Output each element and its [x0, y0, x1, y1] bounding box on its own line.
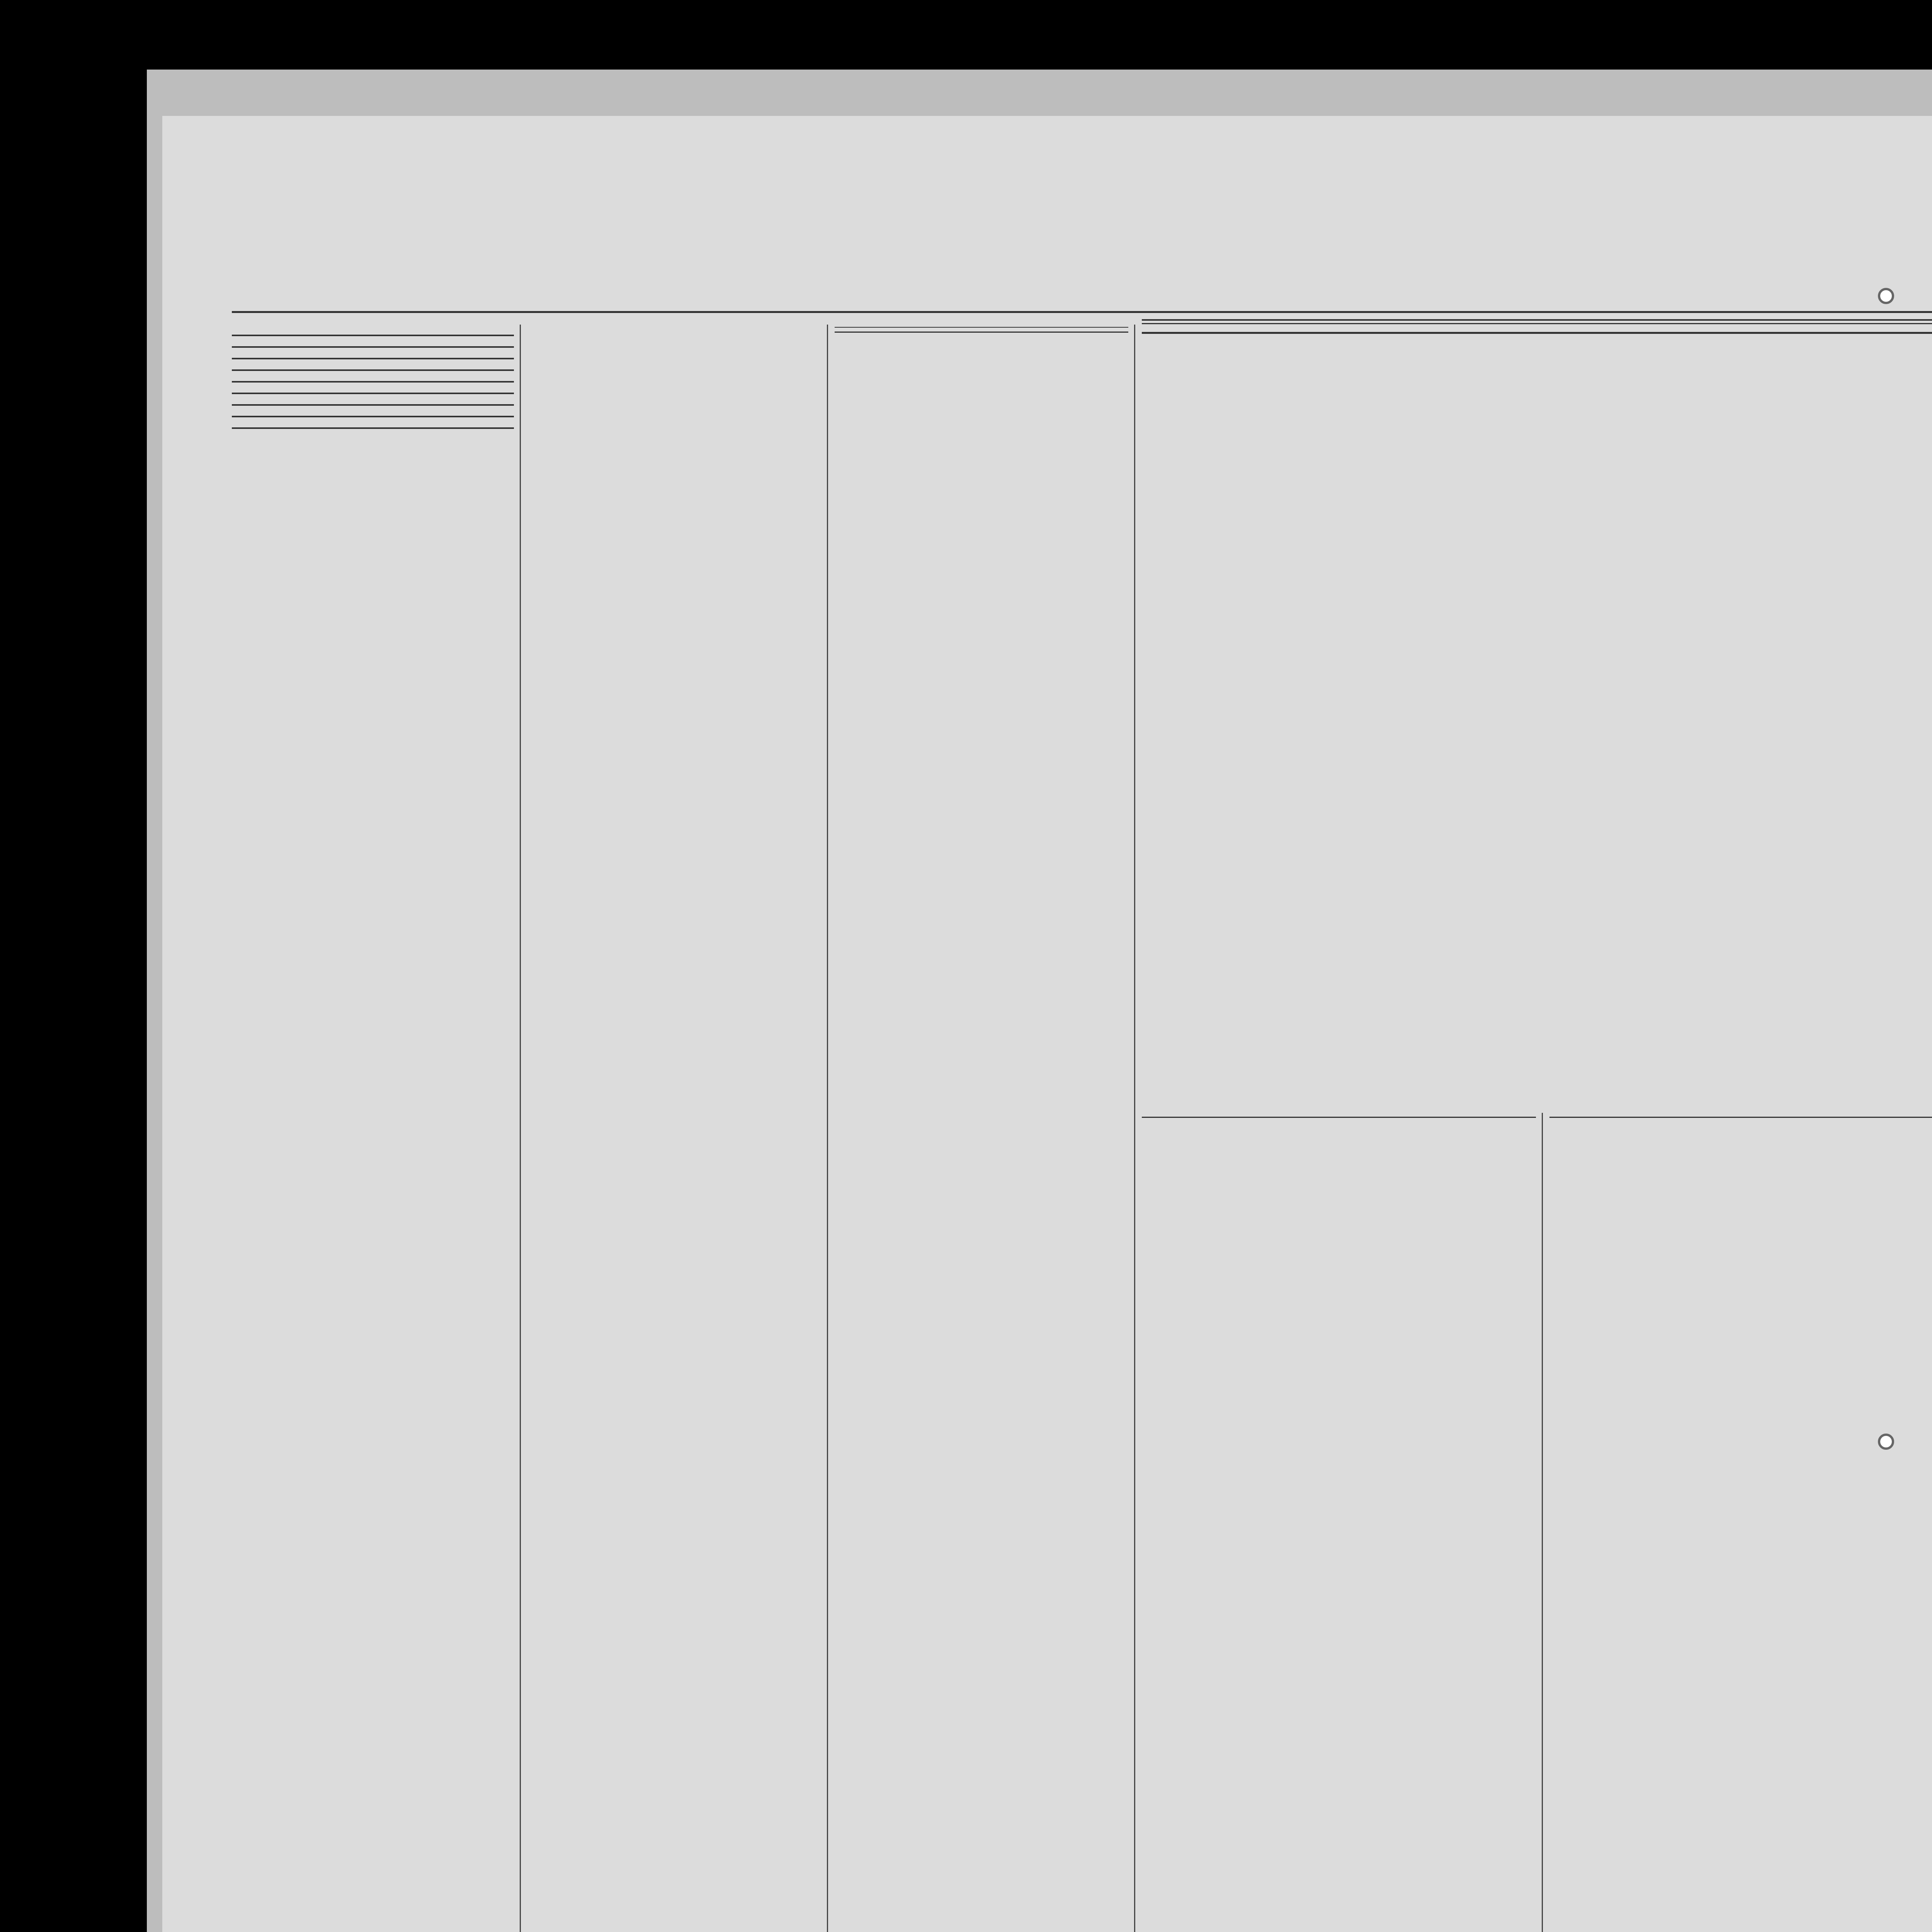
ad-block-modes-chance: [1142, 317, 1932, 334]
ad-divider: [1142, 332, 1932, 334]
column-lobster-report-cont: [835, 325, 1128, 337]
ad-a-vendre: [232, 406, 514, 417]
column-culture-pommier-cont: [1549, 1113, 1932, 1122]
column-rule: [1542, 1113, 1543, 1932]
ad-hotel-leblanc-moncton: [232, 371, 514, 383]
table-total-row: [835, 327, 1128, 328]
section-divider: [1142, 1117, 1536, 1118]
binder-ring: [1878, 1434, 1894, 1450]
column-culture-pommier: [1142, 1113, 1536, 1122]
masthead-rule: [232, 311, 1932, 313]
ad-queen-hotel: [232, 336, 514, 348]
column-lobster-report: [527, 325, 821, 327]
ad-hotel-union: [232, 348, 514, 359]
ad-divider: [1142, 319, 1932, 321]
ad-jp-richard: [232, 383, 514, 394]
column-rule: [520, 325, 521, 1932]
masthead: [162, 263, 1932, 309]
newspaper-page: [162, 116, 1932, 1932]
section-divider: [1549, 1117, 1932, 1118]
binder-ring: [1878, 288, 1894, 304]
ad-atelier-marbre: [232, 394, 514, 406]
ad-frechet: [232, 429, 514, 439]
ad-hotel-leblanc-pictou: [232, 417, 514, 429]
ad-jacob-hebert: [232, 359, 514, 371]
column-rule: [1134, 325, 1135, 1932]
ad-hotel-leblanc-richibouctou: [232, 325, 514, 336]
section-divider: [835, 332, 1128, 333]
ad-divider: [1142, 323, 1932, 324]
column-ads-left: [232, 325, 514, 439]
column-rule: [827, 325, 828, 1932]
